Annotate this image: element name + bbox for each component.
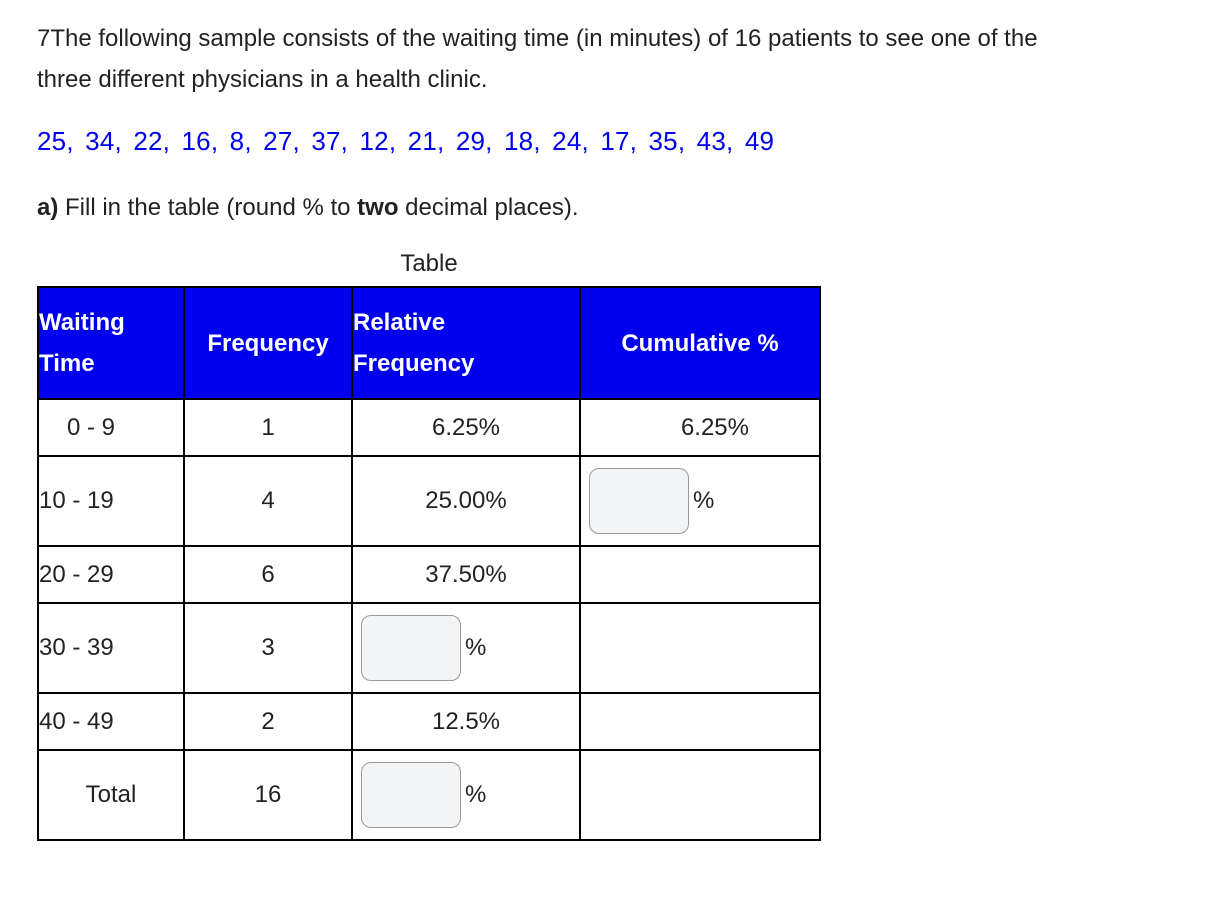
table-row	[38, 546, 820, 603]
header-waiting-line1: Waiting	[39, 309, 125, 336]
cell-frequency: 4	[184, 456, 352, 546]
part-a-text-before: Fill in the table (round % to	[58, 194, 358, 221]
cell-relative: 25.00%	[352, 456, 580, 546]
relative-total-input-group	[353, 762, 579, 828]
question-text: 7The following sample consists of the waiting time (in minutes) of 16 patients to see one of the three different physicians in a health clinic.	[37, 25, 1038, 93]
cell-frequency: 6	[184, 546, 352, 603]
cumulative-input-group	[581, 468, 819, 534]
header-row	[38, 287, 820, 399]
percent-unit: %	[465, 634, 487, 661]
part-a-text-after: decimal places).	[398, 194, 579, 221]
header-relative-line1: Relative	[353, 309, 446, 336]
header-relative-frequency	[352, 287, 580, 399]
cell-waiting-total: Total	[38, 750, 184, 840]
cell-cumulative: 6.25%	[580, 399, 820, 456]
table-row	[38, 603, 820, 693]
cell-frequency: 1	[184, 399, 352, 456]
table-row-total	[38, 750, 820, 840]
percent-unit: %	[693, 487, 715, 514]
percent-unit: %	[465, 781, 487, 808]
cell-relative: 37.50%	[352, 546, 580, 603]
table-row	[38, 456, 820, 546]
header-waiting-time	[38, 287, 184, 399]
cell-frequency: 3	[184, 603, 352, 693]
table-caption: Table	[400, 250, 458, 277]
part-a-bold-word: two	[357, 194, 399, 221]
part-a-label: a)	[37, 194, 59, 221]
cumulative-answer-input[interactable]	[589, 468, 689, 534]
header-waiting-line2: Time	[39, 350, 95, 377]
header-cumulative: Cumulative %	[580, 287, 820, 399]
cell-relative: 6.25%	[352, 399, 580, 456]
part-a-instruction	[37, 194, 579, 222]
cell-waiting: 0 - 9	[38, 399, 184, 456]
cell-relative: 12.5%	[352, 693, 580, 750]
cell-waiting: 10 - 19	[38, 456, 184, 546]
cell-frequency-total: 16	[184, 750, 352, 840]
header-relative-line2: Frequency	[353, 350, 475, 377]
header-frequency: Frequency	[184, 287, 352, 399]
cell-relative-total	[352, 750, 580, 840]
frequency-table	[37, 286, 821, 841]
cell-cumulative	[580, 603, 820, 693]
relative-answer-input[interactable]	[361, 615, 461, 681]
table-row	[38, 399, 820, 456]
relative-total-answer-input[interactable]	[361, 762, 461, 828]
cell-waiting: 20 - 29	[38, 546, 184, 603]
cell-relative	[352, 603, 580, 693]
cell-cumulative	[580, 693, 820, 750]
cell-cumulative	[580, 456, 820, 546]
cell-waiting: 40 - 49	[38, 693, 184, 750]
cell-cumulative	[580, 546, 820, 603]
table-row	[38, 693, 820, 750]
cell-frequency: 2	[184, 693, 352, 750]
sample-data-values: 25, 34, 22, 16, 8, 27, 37, 12, 21, 29, 18, 24, 17, 35, 43, 49	[37, 126, 775, 156]
cell-cumulative-total	[580, 750, 820, 840]
relative-input-group	[353, 615, 579, 681]
cell-waiting: 30 - 39	[38, 603, 184, 693]
